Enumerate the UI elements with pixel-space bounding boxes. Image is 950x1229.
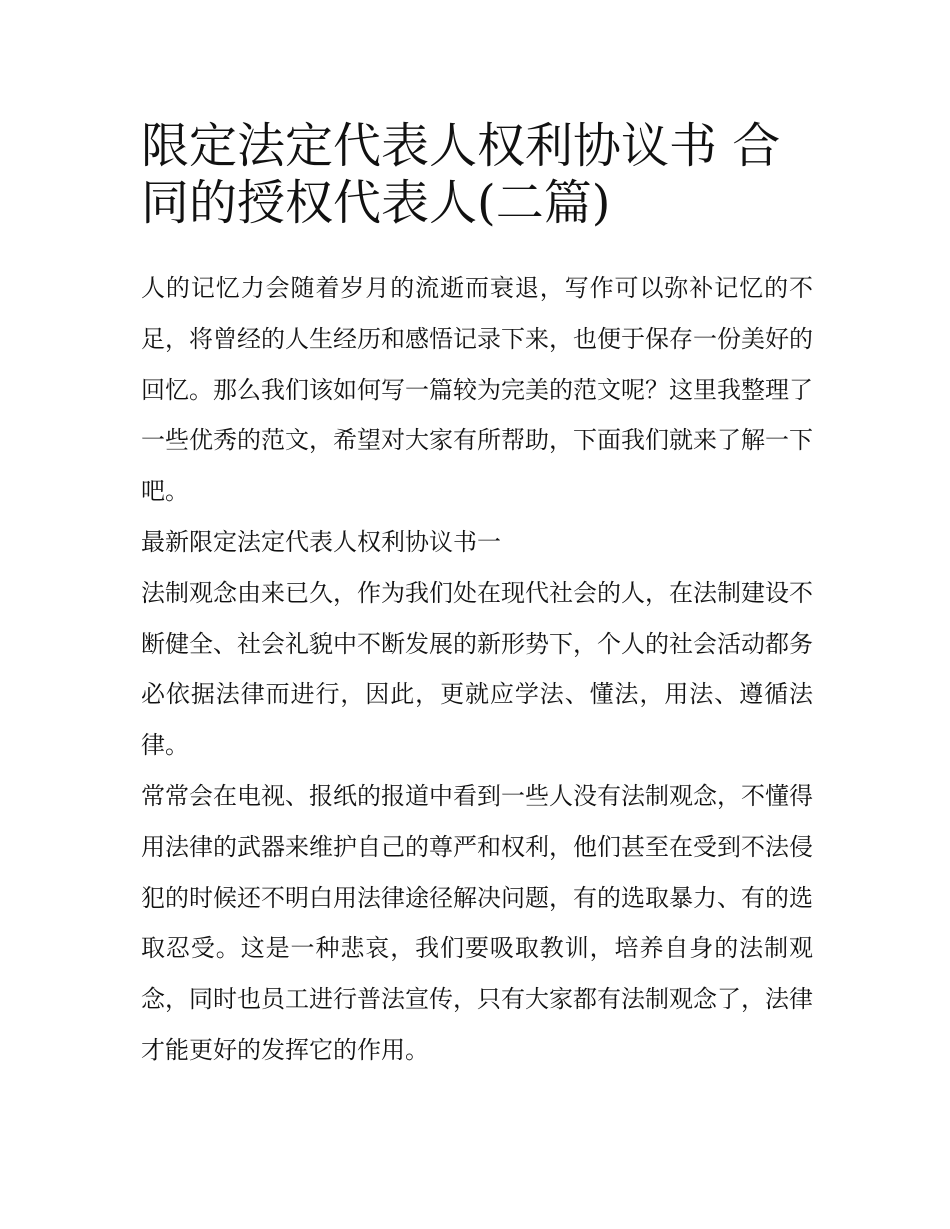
title-line-1: 限定法定代表人权利协议书 合 (141, 118, 781, 174)
body-paragraph-2: 常常会在电视、报纸的报道中看到一些人没有法制观念，不懂得用法律的武器来维护自己的尊严和权利，他们甚至在受到不法侵犯的时候还不明白用法律途径解决问题，有的选取暴力、有的选取忍受。这是一种悲哀，我们要吸取教训，培养自身的法制观念，同时也员工进行普法宣传，只有大家都有法制观念了，法律才能更好的发挥它的作用。 (141, 781, 813, 1064)
section-heading: 最新限定法定代表人权利协议书一 (141, 527, 501, 556)
document-title (141, 118, 813, 232)
intro-paragraph: 人的记忆力会随着岁月的流逝而衰退，写作可以弥补记忆的不足，将曾经的人生经历和感悟记录下来，也便于保存一份美好的回忆。那么我们该如何写一篇较为完美的范文呢？这里我整理了一些优秀的范文，希望对大家有所帮助，下面我们就来了解一下吧。 (141, 274, 813, 506)
document-body (141, 118, 813, 1076)
title-line-2: 同的授权代表人(二篇) (141, 175, 611, 231)
body-paragraph-1: 法制观念由来已久，作为我们处在现代社会的人，在法制建设不断健全、社会礼貌中不断发展的新形势下，个人的社会活动都务必依据法律而进行，因此，更就应学法、懂法，用法、遵循法律。 (141, 578, 813, 760)
